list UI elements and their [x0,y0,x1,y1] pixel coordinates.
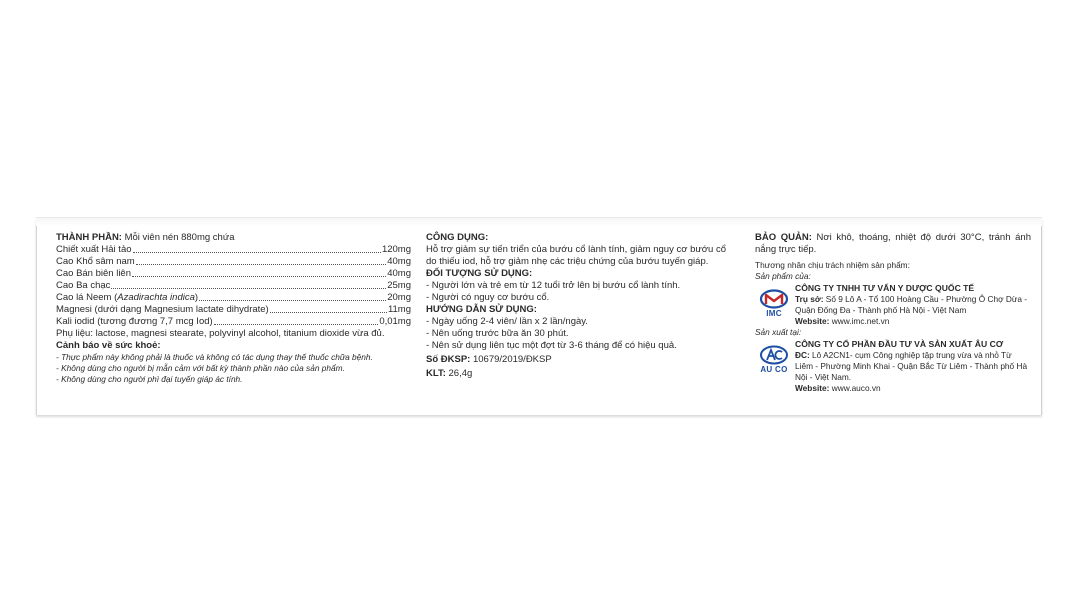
ingredient-amount: 40mg [387,268,411,279]
registration-label: Số ĐKSP: [426,354,471,365]
imc-company-name: CÔNG TY TNHH TƯ VẤN Y DƯỢC QUỐC TẾ [795,283,975,293]
warning-item: - Không dùng cho người phì đại tuyến giáp ác tính. [56,374,243,384]
imc-info [795,283,1031,327]
ingredient-amount: 120mg [381,244,411,255]
imc-website-url: www.imc.net.vn [829,316,890,326]
net-weight-value: 26,4g [445,368,473,379]
company-auco [755,339,1031,394]
guide-item: - Nên sử dụng liên tục một đợt từ 3-6 tháng để có hiệu quả. [426,340,677,351]
target-item: - Người có nguy cơ bướu cổ. [426,292,550,303]
uses-title: CÔNG DỤNG: [426,232,489,243]
ingredient-row [56,256,411,268]
ingredient-amount: 40mg [387,256,411,267]
auco-website-label: Website: [795,383,830,393]
net-weight-label: KLT: [426,368,446,379]
target-item: - Người lớn và trẻ em từ 12 tuổi trở lên bị bướu cổ lành tính. [426,280,681,291]
ingredient-name: Cao Ba chạc [56,280,111,291]
registration-number [426,354,726,366]
package-side-panel [36,218,1042,415]
excipients: Phụ liệu: lactose, magnesi stearate, polyvinyl alcohol, titanium dioxide vừa đủ. [56,328,385,339]
ingredient-row [56,316,411,328]
dotted-leader [132,276,386,277]
ingredient-list [56,244,411,328]
dotted-leader [199,300,386,301]
net-weight [426,368,726,380]
auco-logo [755,345,793,374]
auco-address [795,350,1031,383]
imc-logo [755,289,793,318]
guide-item: - Ngày uống 2-4 viên/ lần x 2 lần/ngày. [426,316,588,327]
auco-logo-text: AU CO [760,365,788,374]
auco-company-name: CÔNG TY CỔ PHẦN ĐẦU TƯ VÀ SẢN XUẤT ÂU CƠ [795,339,1004,349]
ingredients-subtitle: Mỗi viên nén 880mg chứa [124,232,235,243]
auco-website [795,383,1031,394]
imc-website [795,316,1031,327]
storage-text-block [755,232,1031,256]
ingredient-name: Cao lá Neem (Azadirachta indica) [56,292,199,303]
company-imc [755,283,1031,327]
uses-text: Hỗ trợ giảm sự tiến triển của bướu cổ lành tính, giảm nguy cơ bướu cổ do thiếu iod, hỗ trợ giảm nhẹ các triệu chứng của bướu tuyến giáp. [426,244,726,267]
ingredient-name: Chiết xuất Hải tảo [56,244,132,255]
dotted-leader [214,324,379,325]
storage-text: Nơi khô, thoáng, nhiệt độ dưới 30°C, tránh ánh nắng trực tiếp. [755,232,1031,255]
ingredient-row [56,268,411,280]
guide-title: HƯỚNG DẪN SỬ DỤNG: [426,304,537,315]
dotted-leader [133,252,381,253]
warning-title: Cảnh báo về sức khoẻ: [56,340,161,351]
product-of-label: Sản phẩm của: [755,271,811,281]
imc-address-text: Số 9 Lô A - Tổ 100 Hoàng Cầu - Phường Ô Chợ Dừa - Quận Đống Đa - Thành phố Hà Nội - Việt Nam [795,294,1028,315]
dotted-leader [111,288,386,289]
imc-logo-icon [759,289,789,309]
ingredient-name: Kali iodid (tương đương 7,7 mcg Iod) [56,316,213,327]
dotted-leader [270,312,387,313]
auco-info [795,339,1031,394]
warning-item: - Không dùng cho người bị mẫn cảm với bất kỳ thành phần nào của sản phẩm. [56,363,345,373]
ingredient-name: Magnesi (dưới dạng Magnesium lactate dihydrate) [56,304,269,315]
dotted-leader [136,264,387,265]
imc-address [795,294,1031,316]
made-at-label: Sản xuất tại: [755,327,802,337]
ingredients-heading [56,232,411,244]
ingredient-name: Cao Khổ sâm nam [56,256,135,267]
auco-website-url: www.auco.vn [829,383,881,393]
ingredient-row [56,292,411,304]
ingredient-amount: 0,01mg [379,316,411,327]
ingredient-name: Cao Bán biên liên [56,268,131,279]
ingredient-amount: 20mg [387,292,411,303]
ingredient-row [56,304,411,316]
imc-website-label: Website: [795,316,830,326]
ingredients-column [56,232,411,385]
auco-address-label: ĐC: [795,350,810,360]
auco-address-text: Lô A2CN1- cụm Công nghiệp tập trung vừa và nhỏ Từ Liêm - Phường Minh Khai - Quận Bắc Từ Liêm - Thành phố Hà Nội - Việt Nam. [795,350,1028,382]
ingredient-row [56,244,411,256]
target-title: ĐỐI TƯỢNG SỬ DỤNG: [426,268,533,279]
ingredient-row [56,280,411,292]
registration-value: 10679/2019/ĐKSP [470,354,552,365]
imc-address-label: Trụ sở: [795,294,824,304]
warning-item: - Thực phẩm này không phải là thuốc và không có tác dụng thay thế thuốc chữa bệnh. [56,352,373,362]
usage-column [426,232,726,380]
auco-logo-icon [759,345,789,365]
imc-logo-text: IMC [766,309,782,318]
storage-column [755,232,1031,394]
ingredient-amount: 25mg [387,280,411,291]
guide-item: - Nên uống trước bữa ăn 30 phút. [426,328,569,339]
responsible-label: Thương nhân chịu trách nhiệm sản phẩm: [755,260,910,270]
ingredient-amount: 11mg [387,304,411,315]
ingredients-title: THÀNH PHẦN: [56,232,122,243]
storage-title: BẢO QUẢN: [755,232,812,243]
